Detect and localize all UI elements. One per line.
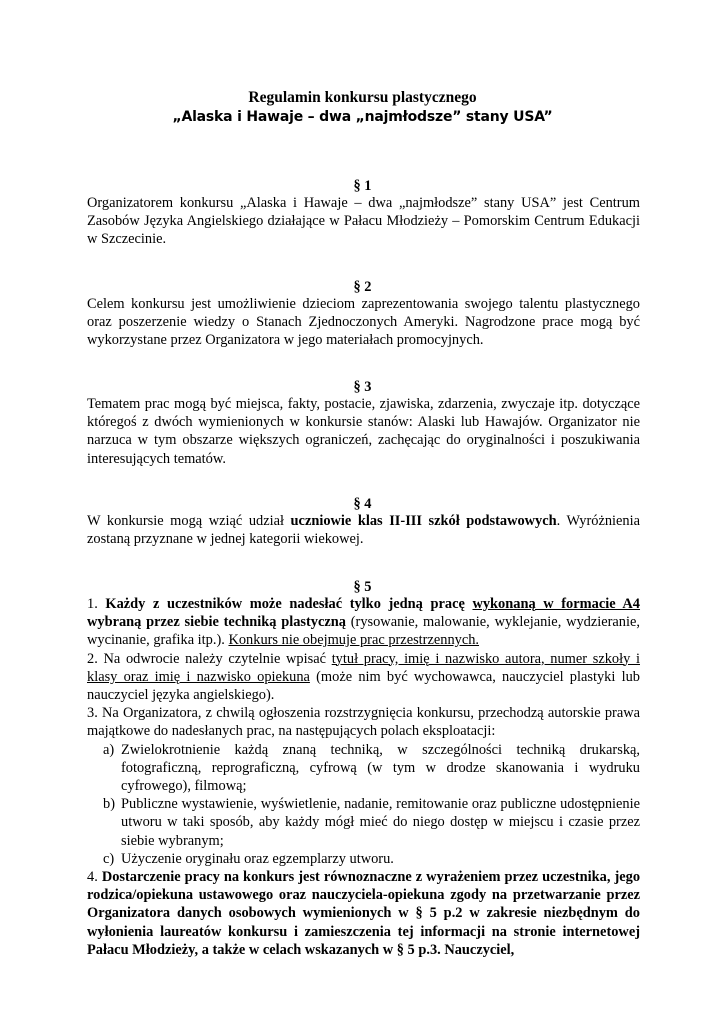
section-4-text [87, 512, 640, 548]
section-4-bold: uczniowie klas II-III szkół podstawowych [290, 513, 557, 529]
point-1-text: (rysowanie, malowanie, wyklejanie, wydzieranie, wycinanie, grafika itp.). [87, 614, 640, 649]
list-item-label: b) [103, 796, 115, 813]
list-item [87, 795, 640, 850]
section-3-text [87, 395, 640, 468]
point-1-underline: Konkurs nie obejmuje prac przestrzennych. [228, 632, 480, 649]
section-1-text [87, 194, 640, 249]
list-item-label: c) [103, 850, 115, 867]
section-5-number: § 5 [353, 579, 372, 595]
section-4-paragraph [87, 512, 640, 548]
point-2-underline: tytuł pracy, imię i nazwisko autora, numer szkoły i klasy oraz imię i nazwisko opiekuna [87, 650, 640, 685]
point-1-bold-2: wybraną przez siebie techniką plastyczną [87, 614, 346, 631]
point-3-list [87, 741, 640, 868]
section-3-number: § 3 [353, 379, 372, 395]
list-item-text: Zwielokrotnienie każdą znaną techniką, w szczególności techniką drukarską, fotograficzną, reprograficzną, cyfrową (w tym w drodze skanowania i wydruku cyfrowego), filmową; [121, 741, 640, 795]
list-item-text: Publiczne wystawienie, wyświetlenie, nadanie, remitowanie oraz publiczne udostępnienie utworu w taki sposób, aby każdy mógł mieć do niego dostęp w miejscu i czasie przez siebie wybranym; [121, 796, 640, 849]
point-2-text-1: 2. Na odwrocie należy czytelnie wpisać [87, 650, 332, 667]
section-5-point-2 [87, 650, 640, 705]
section-5-text [87, 595, 640, 959]
document-title: Regulamin konkursu plastycznego [248, 89, 477, 106]
section-1-number: § 1 [353, 178, 372, 194]
section-2-paragraph: Celem konkursu jest umożliwienie dzieciom zaprezentowania swojego talentu plastycznego oraz poszerzenie wiedzy o Stanach Zjednoczonych Ameryki. Nagrodzone prace mogą być wykorzystane przez Organizatora w jego materiałach promocyjnych. [87, 296, 640, 349]
list-item [87, 850, 640, 868]
point-4-bold: Dostarczenie pracy na konkurs jest równoznaczne z wyrażeniem przez uczestnika, jego rodzica/opiekuna ustawowego oraz nauczyciela-opiekuna zgody na przetwarzanie przez Organizatora danych osobowych wymienionych w § 5 p.2 w zakresie niezbędnym do wyłonienia laureatów konkursu i zamieszczenia tej informacji na stronie internetowej Pałacu Młodzieży, a także w celach wskazanych w § 5 p.3. Nauczyciel, [87, 869, 641, 958]
point-1-bold-1: Każdy z uczestników może nadesłać tylko jedną pracę [105, 596, 473, 612]
section-5-point-4 [87, 868, 640, 959]
section-1-paragraph: Organizatorem konkursu „Alaska i Hawaje – dwa „najmłodsze” stany USA” jest Centrum Zasobów Języka Angielskiego działające w Pałacu Młodzieży – Pomorskim Centrum Edukacji w Szczecinie. [87, 195, 640, 248]
section-5-point-3: 3. Na Organizatora, z chwilą ogłoszenia rozstrzygnięcia konkursu, przechodzą autorskie prawa majątkowe do nadesłanych prac, na następujących polach eksploatacji: [87, 705, 640, 740]
list-item-label: a) [103, 741, 115, 758]
section-3-paragraph: Tematem prac mogą być miejsca, fakty, postacie, zjawiska, zdarzenia, zwyczaje itp. dotyczące któregoś z dwóch wymienionych w konkursie stanów: Alaski lub Hawajów. Organizator nie narzuca w tym obszarze większych ograniczeń, zachęcając do oryginalności i poszukiwania interesujących tematów. [87, 396, 640, 467]
point-2-text-2: (może nim być wychowawca, nauczyciel plastyki lub nauczyciel języka angielskiego). [87, 668, 640, 704]
point-1-bold-underline: wykonaną w formacie A4 [472, 596, 641, 612]
section-4-pre: W konkursie mogą wziąć udział [87, 513, 291, 529]
document-subtitle: „Alaska i Hawaje – dwa „najmłodsze” stany USA” [172, 109, 553, 125]
point-1-number: 1. [87, 596, 106, 612]
section-4-post: . Wyróżnienia zostaną przyznane w jednej kategorii wiekowej. [87, 513, 640, 548]
section-2-number: § 2 [353, 279, 372, 295]
point-4-number: 4. [87, 869, 102, 886]
section-2-text [87, 295, 640, 350]
list-item-text: Użyczenie oryginału oraz egzemplarzy utworu. [121, 850, 394, 867]
section-4-number: § 4 [353, 496, 372, 512]
list-item [87, 741, 640, 796]
section-5-point-1 [87, 595, 640, 650]
